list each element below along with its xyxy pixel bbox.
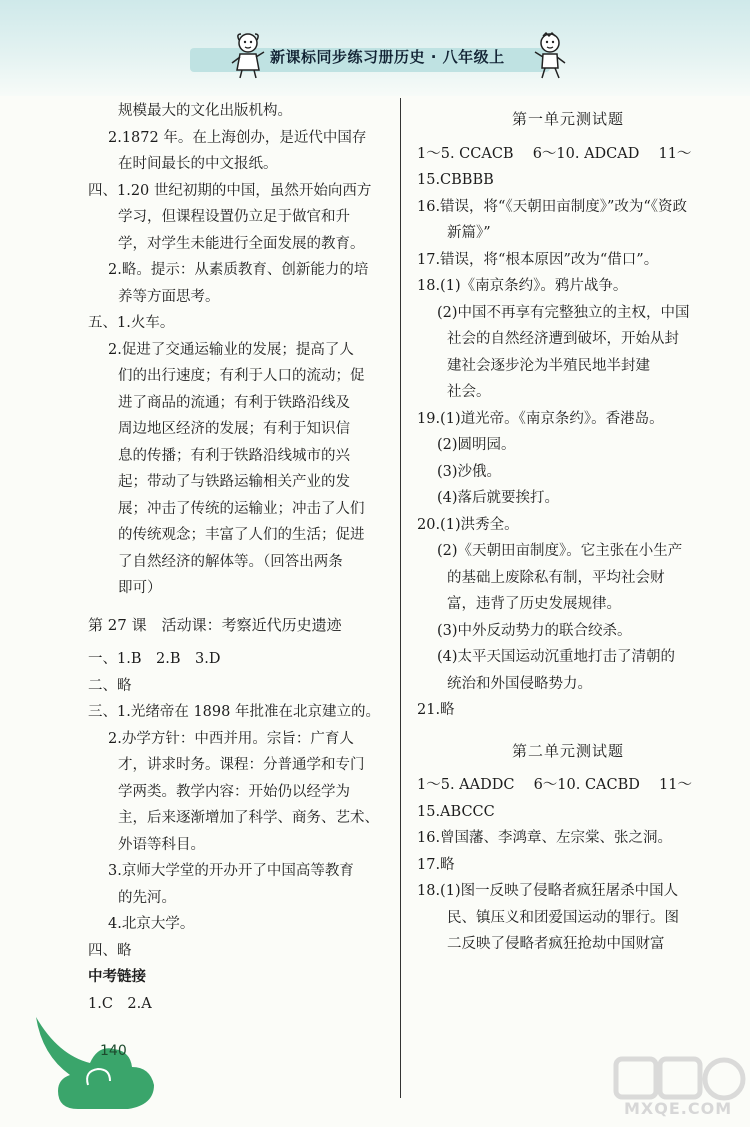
answer-line: 18.(1)《南京条约》。鸦片战争。 (417, 278, 628, 294)
answer-line: 民、镇压义和团爱国运动的罪行。图 (447, 909, 679, 926)
answer-line: 外语等科目。 (118, 836, 205, 853)
answer-line: 17.错误，将“根本原因”改为“借口”。 (417, 251, 659, 268)
answer-line: 1～5. AADDC 6～10. CACBD 11～ (417, 777, 692, 793)
watermark-url: MXQE.COM (624, 1099, 733, 1118)
answer-line: 的基础上废除私有制，平均社会财 (447, 569, 665, 586)
answer-line: 息的传播；有利于铁路沿线城市的兴 (118, 447, 350, 464)
answer-line: 富，违背了历史发展规律。 (447, 596, 621, 612)
answer-line: 19.(1)道光帝。《南京条约》。香港岛。 (417, 410, 664, 427)
answer-line: 16.错误，将“《天朝田亩制度》”改为“《资政 (417, 198, 688, 215)
answer-line: (4)落后就要挨打。 (437, 490, 560, 506)
answer-line: 主，后来逐渐增加了科学、商务、艺术、 (118, 810, 379, 826)
answer-line: 建社会逐步沦为半殖民地半封建 (447, 357, 650, 374)
answer-line: 中考链接 (88, 968, 146, 985)
answer-line: 20.(1)洪秀全。 (417, 516, 519, 533)
answer-line: 在时间最长的中文报纸。 (118, 156, 278, 172)
answer-line: 社会。 (447, 384, 491, 400)
answer-line: 起；带动了与铁路运输相关产业的发 (118, 474, 350, 490)
answer-line: 进了商品的流通；有利于铁路沿线及 (118, 394, 350, 411)
answer-line: 18.(1)图一反映了侵略者疯狂屠杀中国人 (417, 883, 679, 899)
answer-line: 统治和外国侵略势力。 (447, 675, 592, 692)
unit2-heading: 第二单元测试题 (511, 741, 624, 760)
answer-line: 2.促进了交通运输业的发展；提高了人 (108, 341, 354, 358)
answer-line: (2)圆明园。 (437, 437, 516, 453)
right-column (417, 98, 719, 958)
answer-line: 即可） (118, 580, 162, 596)
answer-line: 四、略 (88, 942, 132, 959)
answer-line: 15.CBBBB (417, 172, 494, 188)
answer-line: (3)中外反动势力的联合绞杀。 (437, 622, 632, 639)
column-divider (400, 98, 401, 1098)
answer-line: 1～5. CCACB 6～10. ADCAD 11～ (417, 145, 692, 162)
answer-line: 17.略 (417, 856, 455, 873)
unit1-heading: 第一单元测试题 (511, 110, 624, 128)
answer-line: 4.北京大学。 (108, 916, 195, 932)
answer-line: 2.办学方针：中西并用。宗旨：广育人 (108, 730, 354, 747)
left-column (88, 98, 384, 1017)
answer-line: 们的出行速度；有利于人口的流动；促 (118, 368, 365, 384)
answer-line: 才，讲求时务。课程：分普通学和专门 (118, 757, 365, 773)
answer-line: 规模最大的文化出版机构。 (118, 103, 292, 119)
unit1-answers (417, 141, 719, 724)
answer-line: 了自然经济的解体等。（回答出两条 (118, 553, 343, 570)
cartoon-boy-icon (530, 30, 570, 80)
answer-line: 1.C 2.A (88, 995, 152, 1012)
answer-line: 学两类。教学内容：开始仍以经学为 (118, 783, 350, 800)
answer-line: 的传统观念；丰富了人们的生活；促进 (118, 527, 365, 543)
answer-line: 展；冲击了传统的运输业；冲击了人们 (118, 500, 365, 517)
answer-line: 15.ABCCC (417, 803, 495, 820)
answer-line: 养等方面思考。 (118, 288, 220, 305)
book-title: 新课标同步练习册历史 · 八年级上 (270, 48, 505, 66)
answer-line: 社会的自然经济遭到破坏，开始从封 (447, 331, 679, 347)
left-answers-top (88, 98, 384, 602)
answer-line: 16.曾国藩、李鸿章、左宗棠、张之洞。 (417, 830, 673, 846)
answer-line: 一、1.B 2.B 3.D (88, 651, 221, 667)
page-number: 140 (100, 1043, 127, 1059)
answer-line: 的先河。 (118, 889, 176, 906)
answer-line: (4)太平天国运动沉重地打击了清朝的 (437, 649, 676, 665)
answer-line: 五、1.火车。 (88, 315, 175, 331)
answer-line: (3)沙俄。 (437, 463, 502, 480)
answer-line: (2)中国不再享有完整独立的主权，中国 (437, 304, 690, 321)
left-answers-bottom (88, 646, 384, 1017)
answer-line: 周边地区经济的发展；有利于知识信 (118, 421, 350, 437)
page-number-cloud-icon (28, 1005, 168, 1115)
answer-line: (2)《天朝田亩制度》。它主张在小生产 (437, 543, 683, 559)
answer-line: 3.京师大学堂的开办开了中国高等教育 (108, 863, 354, 879)
answer-line: 学，对学生未能进行全面发展的教育。 (118, 235, 365, 252)
unit2-answers (417, 772, 719, 958)
answer-line: 新篇》” (447, 225, 491, 241)
answer-line: 四、1.20 世纪初期的中国，虽然开始向西方 (88, 182, 372, 199)
lesson-title: 第 27 课 活动课：考察近代历史遗迹 (88, 615, 342, 634)
answer-line: 2.略。提示：从素质教育、创新能力的培 (108, 262, 369, 278)
answer-line: 二、略 (88, 677, 132, 694)
answer-line: 三、1.光绪帝在 1898 年批准在北京建立的。 (88, 704, 380, 720)
answer-line: 21.略 (417, 702, 455, 718)
answer-line: 2.1872 年。在上海创办，是近代中国存 (108, 129, 367, 146)
answer-line: 二反映了侵略者疯狂抢劫中国财富 (447, 936, 665, 952)
cartoon-girl-icon (228, 30, 268, 80)
answer-line: 学习，但课程设置仍立足于做官和升 (118, 209, 350, 225)
